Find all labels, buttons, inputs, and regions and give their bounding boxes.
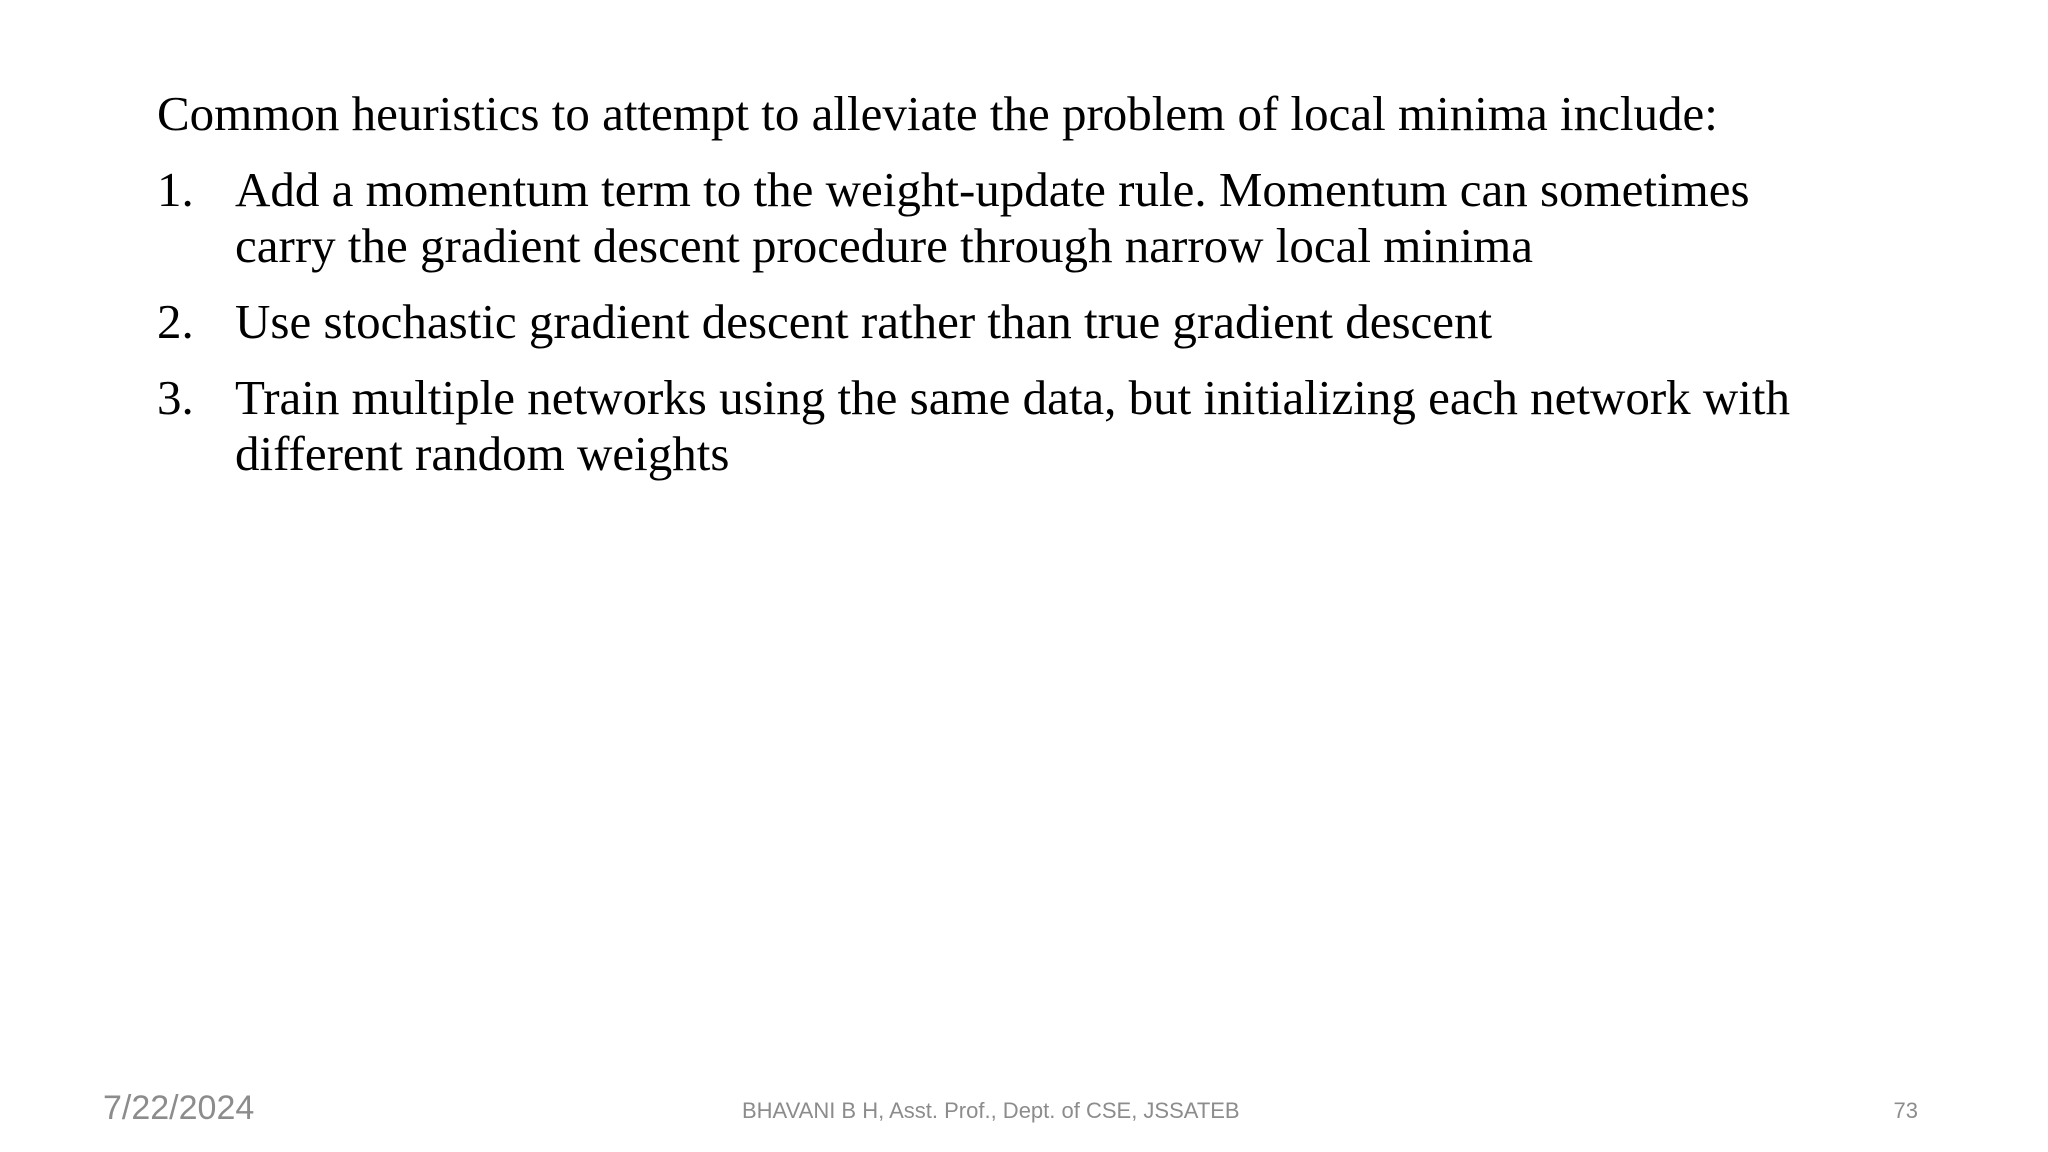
footer-date: 7/22/2024 bbox=[103, 1089, 255, 1127]
list-item bbox=[157, 162, 1957, 274]
page-number: 73 bbox=[1893, 1098, 1918, 1123]
list-item-number: 3. bbox=[157, 370, 194, 425]
intro-text: Common heuristics to attempt to alleviate the problem of local minima include: bbox=[157, 86, 1718, 141]
list-item-text: different random weights bbox=[235, 426, 730, 481]
list-item-number: 1. bbox=[157, 162, 194, 217]
footer-author: BHAVANI B H, Asst. Prof., Dept. of CSE, JSSATEB bbox=[742, 1098, 1240, 1123]
list-item-text: Use stochastic gradient descent rather than true gradient descent bbox=[235, 294, 1493, 349]
list-item-text: Train multiple networks using the same data, but initializing each network with bbox=[235, 370, 1791, 425]
list-item-number: 2. bbox=[157, 294, 194, 349]
list-item-text: Add a momentum term to the weight-update rule. Momentum can sometimes bbox=[235, 162, 1750, 217]
list-item-text: carry the gradient descent procedure through narrow local minima bbox=[235, 218, 1533, 273]
slide-body bbox=[157, 86, 1957, 502]
list-item bbox=[157, 294, 1957, 350]
list-item bbox=[157, 370, 1957, 482]
